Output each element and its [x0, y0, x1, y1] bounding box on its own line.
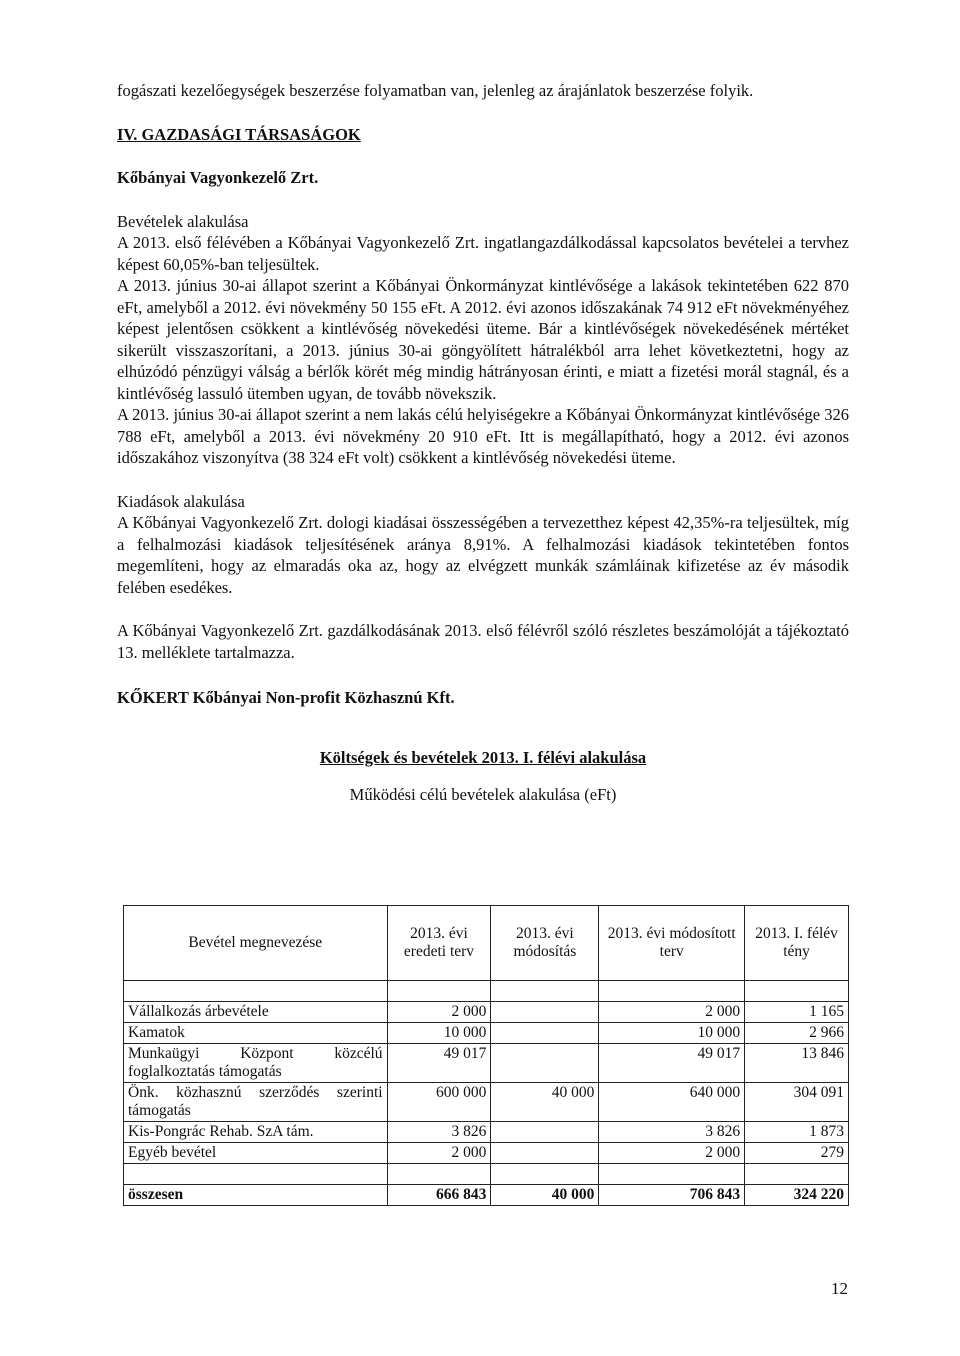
- revenue-paragraph-1: A 2013. első félévében a Kőbányai Vagyonkezelő Zrt. ingatlangazdálkodással kapcsolatos bevételei a tervhez képest 60,05%-ban teljesültek.: [117, 233, 849, 274]
- total-modified-plan: 706 843: [599, 1185, 745, 1206]
- header-actual: 2013. I. félév tény: [745, 906, 849, 981]
- row-modified-plan: 640 000: [599, 1083, 745, 1122]
- table-caption: Működési célú bevételek alakulása (eFt): [349, 785, 617, 804]
- row-name: Önk. közhasznú szerződés szerinti támogatás: [124, 1083, 388, 1122]
- total-name: összesen: [124, 1185, 388, 1206]
- row-modification: 40 000: [491, 1083, 599, 1122]
- revenue-heading: Bevételek alakulása: [117, 211, 249, 231]
- header-name: Bevétel megnevezése: [124, 906, 388, 981]
- table-spacer-row: [124, 981, 849, 1002]
- table-header-row: [124, 906, 849, 981]
- expense-heading: Kiadások alakulása: [117, 491, 245, 511]
- row-modification: [491, 1143, 599, 1164]
- row-modification: [491, 1044, 599, 1083]
- page-number: 12: [831, 1279, 848, 1298]
- row-name: Egyéb bevétel: [124, 1143, 388, 1164]
- table-row: [124, 1143, 849, 1164]
- header-original-plan: 2013. évi eredeti terv: [387, 906, 491, 981]
- table-row: [124, 1044, 849, 1083]
- table-row: [124, 1083, 849, 1122]
- company-heading-vagyonkezelo: Kőbányai Vagyonkezelő Zrt.: [117, 168, 319, 187]
- table-row: [124, 1122, 849, 1143]
- row-modified-plan: 49 017: [599, 1044, 745, 1083]
- expense-paragraph-1: A Kőbányai Vagyonkezelő Zrt. dologi kiadásai összességében a tervezetthez képest 42,35%-ra teljesültek, míg a felhalmozási kiadások teljesítésének aránya 8,91%. A felhalmozási kiadások tekintetében fontos megemlíteni, hogy az elmaradás oka az, hogy az elvégzett munkák számláinak kifizetése az év második felében esedékes.: [117, 513, 849, 597]
- row-modified-plan: 2 000: [599, 1002, 745, 1023]
- row-name: Munkaügyi Központ közcélú foglalkoztatás támogatás: [124, 1044, 388, 1083]
- row-modified-plan: 2 000: [599, 1143, 745, 1164]
- revenue-paragraph-2: A 2013. június 30-ai állapot szerint a Kőbányai Önkormányzat kintlévősége a lakások tekintetében 622 870 eFt, amelyből a 2012. évi növekmény 50 155 eFt. A 2012. évi azonos időszakának 74 912 eFt növekményéhez képest jelentősen csökkent a kintlévőség növekedési üteme. Bár a kintlévőségek növekedésének mértéket sikerült visszaszorítani, a 2013. június 30-ai göngyölített hátralékból arra lehet következtetni, hogy az elhúzódó pénzügyi válság a bérlők körét még mindig hátrányosan érinti, e miatt a fizetési morál stagnál, és a kintlévőség lassuló ütemben ugyan, de tovább növekszik.: [117, 276, 849, 403]
- revenue-paragraph-3: A 2013. június 30-ai állapot szerint a nem lakás célú helyiségekre a Kőbányai Önkormányzat kintlévősége 326 788 eFt, amelyből a 2013. évi növekmény 20 910 eFt. Itt is megállapítható, hogy a 2012. évi azonos időszakához viszonyítva (38 324 eFt volt) csökkent a kintlévőség növekedési üteme.: [117, 405, 849, 467]
- table-total-row: [124, 1185, 849, 1206]
- row-name: Kis-Pongrác Rehab. SzA tám.: [124, 1122, 388, 1143]
- row-actual: 1 165: [745, 1002, 849, 1023]
- section-heading: IV. GAZDASÁGI TÁRSASÁGOK: [117, 124, 361, 144]
- total-actual: 324 220: [745, 1185, 849, 1206]
- row-modified-plan: 3 826: [599, 1122, 745, 1143]
- row-modified-plan: 10 000: [599, 1023, 745, 1044]
- table-spacer-row: [124, 1164, 849, 1185]
- company-heading-kokert: KŐKERT Kőbányai Non-profit Közhasznú Kft.: [117, 688, 455, 707]
- row-original-plan: 2 000: [387, 1002, 491, 1023]
- row-actual: 304 091: [745, 1083, 849, 1122]
- row-original-plan: 2 000: [387, 1143, 491, 1164]
- row-original-plan: 600 000: [387, 1083, 491, 1122]
- row-actual: 2 966: [745, 1023, 849, 1044]
- header-modification: 2013. évi módosítás: [491, 906, 599, 981]
- revenue-table: [123, 905, 849, 1206]
- row-original-plan: 10 000: [387, 1023, 491, 1044]
- expense-paragraph-2: A Kőbányai Vagyonkezelő Zrt. gazdálkodásának 2013. első félévről szóló részletes beszámolóját a tájékoztató 13. melléklete tartalmazza.: [117, 621, 849, 662]
- total-original-plan: 666 843: [387, 1185, 491, 1206]
- row-actual: 1 873: [745, 1122, 849, 1143]
- row-modification: [491, 1002, 599, 1023]
- row-name: Kamatok: [124, 1023, 388, 1044]
- header-modified-plan: 2013. évi módosított terv: [599, 906, 745, 981]
- row-modification: [491, 1023, 599, 1044]
- row-name: Vállalkozás árbevétele: [124, 1002, 388, 1023]
- intro-paragraph: fogászati kezelőegységek beszerzése folyamatban van, jelenleg az árajánlatok beszerzése folyik.: [117, 81, 754, 100]
- table-row: [124, 1023, 849, 1044]
- document-page: [117, 80, 849, 806]
- row-modification: [491, 1122, 599, 1143]
- row-actual: 13 846: [745, 1044, 849, 1083]
- table-title: Költségek és bevételek 2013. I. félévi alakulása: [319, 747, 647, 767]
- row-original-plan: 49 017: [387, 1044, 491, 1083]
- row-original-plan: 3 826: [387, 1122, 491, 1143]
- table-row: [124, 1002, 849, 1023]
- total-modification: 40 000: [491, 1185, 599, 1206]
- row-actual: 279: [745, 1143, 849, 1164]
